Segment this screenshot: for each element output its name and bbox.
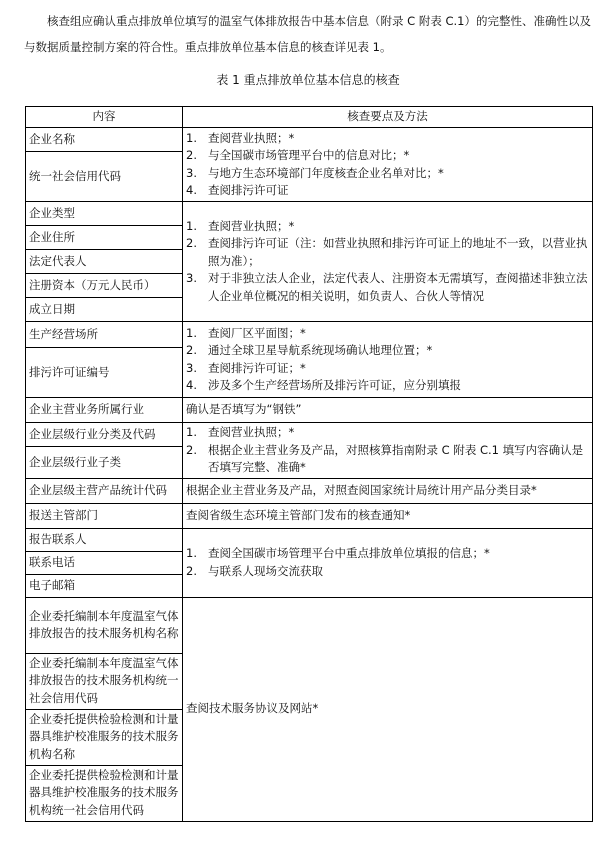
method-cell: 确认是否填写为“钢铁” <box>183 398 593 423</box>
item-cell: 生产经营场所 <box>26 322 183 348</box>
item-cell: 企业主营业务所属行业 <box>26 398 183 423</box>
method-cell <box>183 202 593 322</box>
method-item: 查阅全国碳市场管理平台中重点排放单位填报的信息；* <box>208 546 490 560</box>
method-cell <box>183 528 593 597</box>
method-cell <box>183 128 593 202</box>
method-list: 1. 查阅全国碳市场管理平台中重点排放单位填报的信息；* 2. 与联系人现场交流获取 <box>186 545 589 580</box>
method-cell <box>183 322 593 398</box>
method-item: 与联系人现场交流获取 <box>208 563 323 578</box>
method-list: 1. 查阅营业执照；* 2. 查阅排污许可证（注：如营业执照和排污许可证上的地址不一致，以营业执照为准）； 3. 对于非独立法人企业，法定代表人、注册资本无需填写，查阅描述非独立法人企业单位概况的相关说明，如负责人、合伙人等情况 <box>186 218 589 306</box>
method-cell: 查阅省级生态环境主管部门发布的核查通知* <box>183 503 593 528</box>
method-item: 对于非独立法人企业，法定代表人、注册资本无需填写，查阅描述非独立法人企业单位概况的相关说明，如负责人、合伙人等情况 <box>208 271 588 303</box>
header-method: 核查要点及方法 <box>183 107 593 128</box>
item-cell: 企业委托编制本年度温室气体排放报告的技术服务机构统一社会信用代码 <box>26 653 183 709</box>
item-cell: 排污许可证编号 <box>26 348 183 398</box>
table-row <box>26 202 593 226</box>
method-item: 查阅排污许可证 <box>208 183 289 197</box>
table-row <box>26 597 593 653</box>
method-cell <box>183 423 593 479</box>
table-row <box>26 478 593 503</box>
item-cell: 企业层级行业子类 <box>26 447 183 478</box>
method-item: 涉及多个生产经营场所及排污许可证，应分别填报 <box>208 378 461 392</box>
method-item: 查阅排污许可证；* <box>208 360 306 375</box>
item-cell: 报送主管部门 <box>26 503 183 528</box>
item-cell: 企业层级行业分类及代码 <box>26 423 183 447</box>
table-caption: 表 1 重点排放单位基本信息的核查 <box>216 73 400 87</box>
table-row <box>26 528 593 551</box>
item-cell: 企业委托提供检验检测和计量器具维护校准服务的技术服务机构名称 <box>26 709 183 765</box>
method-item: 与全国碳市场管理平台中的信息对比；* <box>208 148 410 162</box>
verification-table <box>25 106 593 822</box>
item-cell: 企业层级主营产品统计代码 <box>26 478 183 503</box>
header-content: 内容 <box>26 107 183 128</box>
item-cell: 电子邮箱 <box>26 574 183 597</box>
method-item: 通过全球卫星导航系统现场确认地理位置；* <box>208 343 433 357</box>
method-item: 查阅营业执照；* <box>208 130 295 145</box>
item-cell: 企业名称 <box>26 128 183 152</box>
item-cell: 企业住所 <box>26 226 183 250</box>
method-item: 查阅排污许可证（注：如营业执照和排污许可证上的地址不一致，以营业执照为准）； <box>208 236 588 268</box>
item-cell: 注册资本（万元人民币） <box>26 274 183 298</box>
item-cell: 联系电话 <box>26 551 183 574</box>
table-row <box>26 322 593 348</box>
table-row <box>26 423 593 447</box>
intro-paragraph: 核查组应确认重点排放单位填写的温室气体排放报告中基本信息（附录 C 附表 C.1）的完整性、准确性以及与数据质量控制方案的符合性。重点排放单位基本信息的核查详见表 1。 <box>24 14 591 54</box>
table-row <box>26 128 593 152</box>
method-item: 查阅厂区平面图；* <box>208 325 306 340</box>
method-cell: 根据企业主营业务及产品，对照查阅国家统计局统计用产品分类目录* <box>183 478 593 503</box>
item-cell: 统一社会信用代码 <box>26 152 183 202</box>
item-cell: 企业委托提供检验检测和计量器具维护校准服务的技术服务机构统一社会信用代码 <box>26 765 183 821</box>
method-item: 与地方生态环境部门年度核查企业名单对比；* <box>208 165 444 180</box>
item-cell: 企业委托编制本年度温室气体排放报告的技术服务机构名称 <box>26 597 183 653</box>
method-item: 查阅营业执照；* <box>208 425 295 439</box>
item-cell: 法定代表人 <box>26 250 183 274</box>
item-cell: 企业类型 <box>26 202 183 226</box>
method-list: 1. 查阅营业执照；* 2. 与全国碳市场管理平台中的信息对比；* 3. 与地方生态环境部门年度核查企业名单对比；* 4. 查阅排污许可证 <box>186 130 589 200</box>
method-cell: 查阅技术服务协议及网站* <box>183 597 593 821</box>
method-item: 查阅营业执照；* <box>208 218 295 233</box>
method-list: 1. 查阅厂区平面图；* 2. 通过全球卫星导航系统现场确认地理位置；* 3. 查阅排污许可证；* 4. 涉及多个生产经营场所及排污许可证，应分别填报 <box>186 325 589 395</box>
table-header-row <box>26 107 593 128</box>
item-cell: 成立日期 <box>26 298 183 322</box>
method-item: 根据企业主营业务及产品，对照核算指南附录 C 附表 C.1 填写内容确认是否填写完整、准确* <box>208 442 584 474</box>
item-cell: 报告联系人 <box>26 528 183 551</box>
method-list: 1. 查阅营业执照；* 2. 根据企业主营业务及产品，对照核算指南附录 C 附表 C.1 填写内容确认是否填写完整、准确* <box>186 424 589 477</box>
table-row <box>26 398 593 423</box>
table-row <box>26 503 593 528</box>
